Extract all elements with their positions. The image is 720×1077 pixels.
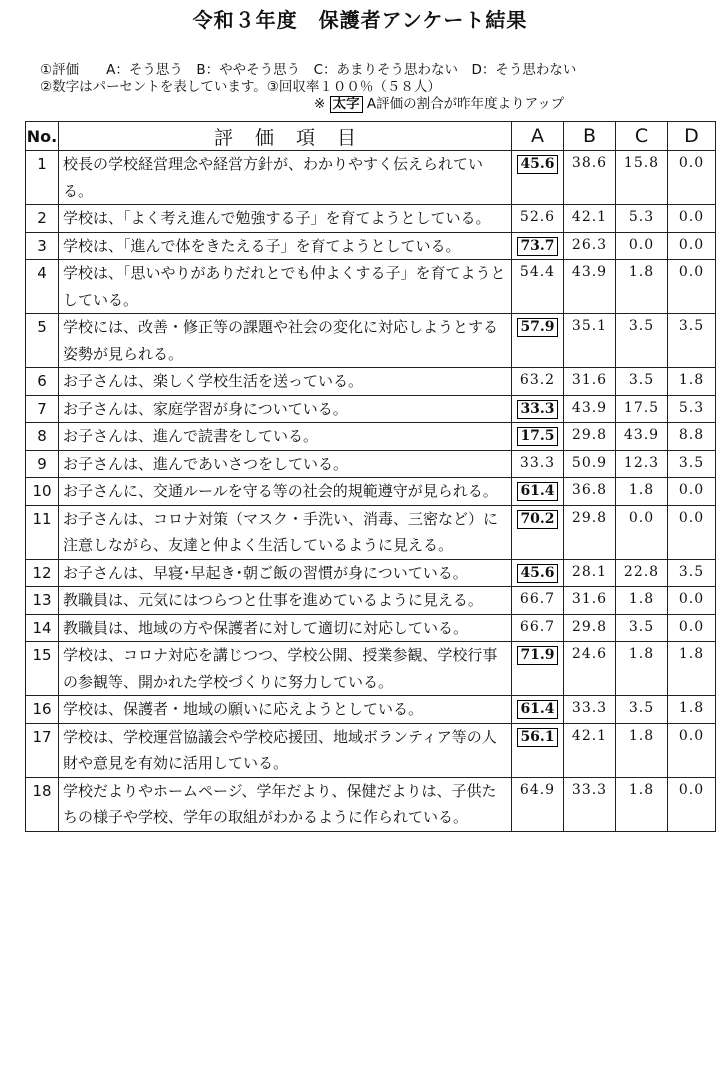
header-d: D <box>668 122 716 151</box>
value-b: 33.3 <box>564 777 616 831</box>
value-b: 31.6 <box>564 368 616 396</box>
value-b: 31.6 <box>564 587 616 615</box>
value-a: 66.7 <box>512 614 564 642</box>
survey-results-table <box>25 121 716 832</box>
value-a <box>512 423 564 451</box>
table-row <box>26 260 716 314</box>
value-a: 52.6 <box>512 205 564 233</box>
value-b: 29.8 <box>564 423 616 451</box>
row-item-text: 教職員は、地域の方や保護者に対して適切に対応している。 <box>59 614 512 642</box>
row-number: 9 <box>26 450 59 478</box>
highlighted-value: 73.7 <box>517 237 557 256</box>
value-c: 1.8 <box>616 587 668 615</box>
table-row <box>26 151 716 205</box>
value-b: 28.1 <box>564 559 616 587</box>
highlighted-value: 61.4 <box>517 700 557 719</box>
value-d: 0.0 <box>668 614 716 642</box>
table-row <box>26 423 716 451</box>
note-mark: ※ <box>314 96 326 112</box>
value-c: 3.5 <box>616 314 668 368</box>
row-item-text: 学校は、学校運営協議会や学校応援団、地域ボランティア等の人財や意見を有効に活用している。 <box>59 723 512 777</box>
header-item: 評価項目 <box>59 122 512 151</box>
row-item-text: お子さんは、楽しく学校生活を送っている。 <box>59 368 512 396</box>
row-number: 1 <box>26 151 59 205</box>
row-number: 8 <box>26 423 59 451</box>
value-c: 1.8 <box>616 777 668 831</box>
value-d: 0.0 <box>668 505 716 559</box>
value-d: 3.5 <box>668 450 716 478</box>
value-c: 43.9 <box>616 423 668 451</box>
value-c: 0.0 <box>616 232 668 260</box>
value-d: 0.0 <box>668 232 716 260</box>
value-c: 17.5 <box>616 395 668 423</box>
value-d: 3.5 <box>668 559 716 587</box>
value-a <box>512 478 564 506</box>
row-number: 13 <box>26 587 59 615</box>
row-number: 12 <box>26 559 59 587</box>
highlighted-value: 45.6 <box>517 564 557 583</box>
row-number: 7 <box>26 395 59 423</box>
row-item-text: 学校だよりやホームページ、学年だより、保健だよりは、子供たちの様子や学校、学年の取組がわかるように作られている。 <box>59 777 512 831</box>
value-b: 36.8 <box>564 478 616 506</box>
value-d: 3.5 <box>668 314 716 368</box>
row-number: 6 <box>26 368 59 396</box>
value-c: 3.5 <box>616 614 668 642</box>
value-a: 66.7 <box>512 587 564 615</box>
page-title: 令和３年度 保護者アンケート結果 <box>192 8 528 32</box>
value-a <box>512 642 564 696</box>
table-header-row <box>26 122 716 151</box>
value-c: 1.8 <box>616 260 668 314</box>
value-b: 38.6 <box>564 151 616 205</box>
value-c: 5.3 <box>616 205 668 233</box>
header-b: B <box>564 122 616 151</box>
table-row <box>26 642 716 696</box>
row-item-text: お子さんは、進んで読書をしている。 <box>59 423 512 451</box>
row-number: 11 <box>26 505 59 559</box>
value-d: 1.8 <box>668 696 716 724</box>
legend-notes <box>40 62 716 113</box>
highlighted-value: 56.1 <box>517 728 557 747</box>
row-number: 15 <box>26 642 59 696</box>
header-c: C <box>616 122 668 151</box>
value-b: 42.1 <box>564 723 616 777</box>
notes-line-percent-response-rate: ②数字はパーセントを表しています。③回収率１００％（５８人） <box>40 79 441 95</box>
value-c: 15.8 <box>616 151 668 205</box>
notes-line-bold-explanation <box>40 96 716 113</box>
row-number: 5 <box>26 314 59 368</box>
value-b: 43.9 <box>564 260 616 314</box>
row-number: 3 <box>26 232 59 260</box>
row-item-text: 学校には、改善・修正等の課題や社会の変化に対応しようとする姿勢が見られる。 <box>59 314 512 368</box>
value-a <box>512 505 564 559</box>
row-item-text: お子さんに、交通ルールを守る等の社会的規範遵守が見られる。 <box>59 478 512 506</box>
value-b: 50.9 <box>564 450 616 478</box>
row-item-text: 学校は、コロナ対応を講じつつ、学校公開、授業参観、学校行事の参観等、開かれた学校づくりに努力している。 <box>59 642 512 696</box>
value-b: 42.1 <box>564 205 616 233</box>
bold-key-description: A評価の割合が昨年度よりアップ <box>366 96 565 112</box>
value-d: 0.0 <box>668 777 716 831</box>
row-item-text: 学校は、「よく考え進んで勉強する子」を育てようとしている。 <box>59 205 512 233</box>
row-number: 2 <box>26 205 59 233</box>
value-c: 3.5 <box>616 696 668 724</box>
table-row <box>26 696 716 724</box>
value-d: 0.0 <box>668 587 716 615</box>
value-b: 35.1 <box>564 314 616 368</box>
value-c: 12.3 <box>616 450 668 478</box>
value-a: 54.4 <box>512 260 564 314</box>
row-number: 16 <box>26 696 59 724</box>
value-b: 29.8 <box>564 505 616 559</box>
highlighted-value: 17.5 <box>517 427 557 446</box>
value-a <box>512 723 564 777</box>
table-row <box>26 450 716 478</box>
value-c: 3.5 <box>616 368 668 396</box>
row-item-text: 校長の学校経営理念や経営方針が、わかりやすく伝えられている。 <box>59 151 512 205</box>
value-c: 22.8 <box>616 559 668 587</box>
table-row <box>26 723 716 777</box>
header-no: No. <box>26 122 59 151</box>
notes-line-rating-scale: ①評価 A：そう思う B：ややそう思う C：あまりそう思わない D：そう思わない <box>40 62 577 78</box>
value-b: 43.9 <box>564 395 616 423</box>
value-c: 1.8 <box>616 723 668 777</box>
bold-key-label: 太字 <box>330 96 363 113</box>
value-a <box>512 696 564 724</box>
value-a <box>512 314 564 368</box>
value-a <box>512 232 564 260</box>
row-item-text: お子さんは、家庭学習が身についている。 <box>59 395 512 423</box>
value-b: 24.6 <box>564 642 616 696</box>
table-row <box>26 587 716 615</box>
row-item-text: お子さんは、進んであいさつをしている。 <box>59 450 512 478</box>
value-a <box>512 559 564 587</box>
value-d: 1.8 <box>668 642 716 696</box>
value-a <box>512 395 564 423</box>
value-c: 1.8 <box>616 478 668 506</box>
row-number: 17 <box>26 723 59 777</box>
highlighted-value: 33.3 <box>517 400 557 419</box>
table-row <box>26 314 716 368</box>
value-a: 64.9 <box>512 777 564 831</box>
value-b: 26.3 <box>564 232 616 260</box>
row-item-text: 学校は、保護者・地域の願いに応えようとしている。 <box>59 696 512 724</box>
value-d: 8.8 <box>668 423 716 451</box>
highlighted-value: 57.9 <box>517 318 557 337</box>
value-b: 29.8 <box>564 614 616 642</box>
table-row <box>26 559 716 587</box>
value-d: 5.3 <box>668 395 716 423</box>
highlighted-value: 45.6 <box>517 155 557 174</box>
value-b: 33.3 <box>564 696 616 724</box>
table-row <box>26 205 716 233</box>
row-number: 18 <box>26 777 59 831</box>
row-number: 14 <box>26 614 59 642</box>
row-number: 10 <box>26 478 59 506</box>
table-row <box>26 478 716 506</box>
highlighted-value: 61.4 <box>517 482 557 501</box>
value-d: 0.0 <box>668 478 716 506</box>
table-row <box>26 368 716 396</box>
table-row <box>26 505 716 559</box>
header-a: A <box>512 122 564 151</box>
value-d: 0.0 <box>668 260 716 314</box>
value-a: 63.2 <box>512 368 564 396</box>
row-item-text: 学校は、「思いやりがありだれとでも仲よくする子」を育てようとしている。 <box>59 260 512 314</box>
table-row <box>26 614 716 642</box>
highlighted-value: 70.2 <box>517 510 557 529</box>
value-a <box>512 151 564 205</box>
row-item-text: 学校は、「進んで体をきたえる子」を育てようとしている。 <box>59 232 512 260</box>
value-d: 0.0 <box>668 723 716 777</box>
value-a: 33.3 <box>512 450 564 478</box>
value-c: 1.8 <box>616 642 668 696</box>
row-item-text: お子さんは、早寝･早起き･朝ご飯の習慣が身についている。 <box>59 559 512 587</box>
row-item-text: 教職員は、元気にはつらつと仕事を進めているように見える。 <box>59 587 512 615</box>
value-d: 1.8 <box>668 368 716 396</box>
highlighted-value: 71.9 <box>517 646 557 665</box>
value-d: 0.0 <box>668 205 716 233</box>
row-number: 4 <box>26 260 59 314</box>
table-row <box>26 777 716 831</box>
table-row <box>26 395 716 423</box>
value-d: 0.0 <box>668 151 716 205</box>
row-item-text: お子さんは、コロナ対策（マスク・手洗い、消毒、三密など）に注意しながら、友達と仲よく生活しているように見える。 <box>59 505 512 559</box>
table-row <box>26 232 716 260</box>
value-c: 0.0 <box>616 505 668 559</box>
